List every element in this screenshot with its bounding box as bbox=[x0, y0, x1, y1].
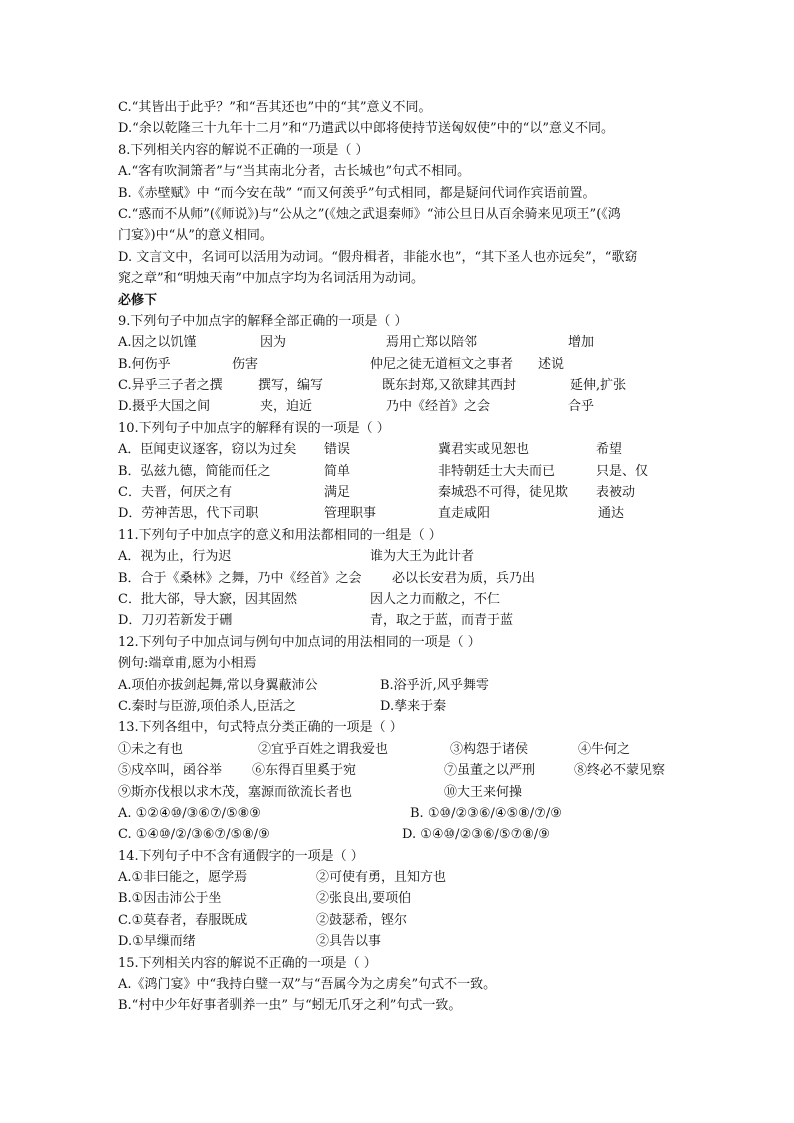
option-gloss: 夹，迫近 bbox=[260, 399, 313, 415]
line-text: A.《鸿门宴》中“我持白璧一双”与“吾属今为之虏矣”句式不一致。 bbox=[118, 977, 497, 993]
option-text: ②具告以事 bbox=[316, 934, 382, 950]
option-text: A.因之以饥馑 bbox=[118, 335, 197, 351]
option-text: ⑨斯亦伐根以求木茂，塞源而欲流长者也 bbox=[118, 784, 353, 800]
line-text: B.“村中少年好事者驯养一虫” 与“蚓无爪牙之利”句式一致。 bbox=[118, 998, 462, 1014]
line-text: 10.下列句子中加点字的解释有误的一项是（ ） bbox=[118, 420, 390, 436]
option-text: ⑥东得百里奚于宛 bbox=[252, 763, 357, 779]
option-gloss: 延伸,扩张 bbox=[570, 378, 627, 394]
line-text: D. 文言文中，名词可以活用为动词。“假舟楫者，非能水也”，“其下圣人也亦远矣”，“歌窈 bbox=[118, 249, 638, 265]
line-text: 窕之章”和“明烛天南”中加点字均为名词活用为动词。 bbox=[118, 271, 424, 287]
option-row bbox=[118, 760, 678, 781]
option-text: B.①因击沛公于坐 bbox=[118, 891, 222, 907]
option-row bbox=[118, 568, 678, 589]
option-row bbox=[118, 675, 678, 696]
option-row bbox=[118, 332, 678, 353]
option-text: ③构怨于诸侯 bbox=[450, 741, 529, 757]
text-line bbox=[118, 204, 678, 225]
text-line bbox=[118, 118, 678, 139]
line-text: B.《赤壁赋》中 “而今安在哉” “而又何羡乎”句式相同，都是疑问代词作宾语前置。 bbox=[118, 185, 596, 201]
option-text: C．批大郤，导大窾，因其固然 bbox=[118, 591, 297, 607]
option-text: 焉用亡郑以陪邻 bbox=[386, 335, 478, 351]
option-text: A. ①②④⑩/③⑥⑦/⑤⑧⑨ bbox=[118, 805, 261, 821]
question-11-stem bbox=[118, 525, 678, 546]
line-text: 9.下列句子中加点字的解释全部正确的一项是（ ） bbox=[118, 313, 408, 329]
option-text: 秦城恐不可得，徒见欺 bbox=[438, 485, 569, 501]
example-sentence bbox=[118, 653, 678, 674]
question-13-stem bbox=[118, 717, 678, 738]
option-gloss: 述说 bbox=[538, 356, 565, 372]
option-text: D. ①④⑩/②③⑥/⑤⑦⑧/⑨ bbox=[402, 827, 550, 843]
option-text: 青，取之于蓝，而青于蓝 bbox=[370, 613, 514, 629]
line-text: 11.下列句子中加点字的意义和用法都相同的一组是（ ） bbox=[118, 527, 442, 543]
line-text: 12.下列句子中加点词与例句中加点词的用法相同的一项是（ ） bbox=[118, 634, 481, 650]
option-gloss: 合乎 bbox=[568, 399, 595, 415]
section-title: 必修下 bbox=[118, 292, 158, 308]
option-text: ②鼓瑟希，铿尔 bbox=[316, 912, 408, 928]
option-row bbox=[118, 696, 678, 717]
option-text: B.浴乎沂,风乎舞雩 bbox=[380, 677, 489, 693]
text-line bbox=[118, 97, 678, 118]
line-text: A.“客有吹洞箫者”与“当其南北分者，古长城也”句式不相同。 bbox=[118, 164, 471, 180]
option-row bbox=[118, 503, 678, 524]
option-text: 谁为大王为此计者 bbox=[370, 549, 475, 565]
option-text: A．臣闻吏议逐客，窃以为过矣 bbox=[118, 442, 297, 458]
option-row bbox=[118, 931, 678, 952]
option-text: ⑧终必不蒙见察 bbox=[574, 763, 666, 779]
option-gloss: 只是、仅 bbox=[596, 463, 649, 479]
option-text: ②张良出,要项伯 bbox=[316, 891, 412, 907]
option-text: B．合于《桑林》之舞，乃中《经首》之会 bbox=[118, 570, 362, 586]
question-14-stem bbox=[118, 846, 678, 867]
option-gloss: 简单 bbox=[324, 463, 351, 479]
option-text: B．弘兹九德，简能而任之 bbox=[118, 463, 271, 479]
option-text: D.①早缫而绪 bbox=[118, 934, 196, 950]
option-row bbox=[118, 824, 678, 845]
option-row bbox=[118, 546, 678, 567]
option-row bbox=[118, 610, 678, 631]
option-text: B. ①⑩/②③⑥/④⑤⑧/⑦/⑨ bbox=[410, 805, 562, 821]
option-gloss: 满足 bbox=[324, 485, 351, 501]
option-row bbox=[118, 888, 678, 909]
question-9-stem bbox=[118, 311, 678, 332]
option-text: D．刀刃若新发于硎 bbox=[118, 613, 233, 629]
document-content bbox=[118, 97, 678, 1017]
question-8-stem bbox=[118, 140, 678, 161]
option-row bbox=[118, 867, 678, 888]
option-row bbox=[118, 461, 678, 482]
option-gloss: 错误 bbox=[324, 442, 351, 458]
text-line bbox=[118, 974, 678, 995]
option-gloss: 通达 bbox=[598, 506, 625, 522]
option-text: 乃中《经首》之会 bbox=[386, 399, 491, 415]
option-text: A.项伯亦拔剑起舞,常以身翼蔽沛公 bbox=[118, 677, 318, 693]
option-gloss: 管理职事 bbox=[324, 506, 377, 522]
option-gloss: 因为 bbox=[260, 335, 287, 351]
option-text: 冀君实或见恕也 bbox=[438, 442, 530, 458]
option-row bbox=[118, 375, 678, 396]
text-line bbox=[118, 225, 678, 246]
line-text: C.“其皆出于此乎？”和“吾其还也”中的“其”意义不同。 bbox=[118, 100, 432, 115]
option-text: C.①莫春者，春服既成 bbox=[118, 912, 248, 928]
text-line bbox=[118, 247, 678, 268]
option-gloss: 撰写，编写 bbox=[258, 378, 324, 394]
option-row bbox=[118, 482, 678, 503]
option-text: C．夫晋，何厌之有 bbox=[118, 485, 232, 501]
question-12-stem bbox=[118, 632, 678, 653]
line-text: 例句:端章甫,愿为小相焉 bbox=[118, 656, 257, 672]
option-row bbox=[118, 803, 678, 824]
option-gloss: 伤害 bbox=[232, 356, 259, 372]
option-row bbox=[118, 782, 678, 803]
option-text: D.孳来于秦 bbox=[380, 698, 447, 714]
line-text: 门宴》)中“从”的意义相同。 bbox=[118, 228, 273, 244]
option-text: 必以长安君为质，兵乃出 bbox=[392, 570, 536, 586]
option-text: ②可使有勇，且知方也 bbox=[316, 870, 447, 886]
option-text: D.摄乎大国之间 bbox=[118, 399, 211, 415]
option-text: 既东封郑,又欲肆其西封 bbox=[382, 378, 517, 394]
option-text: A.①非曰能之，愿学焉 bbox=[118, 870, 248, 886]
text-line bbox=[118, 268, 678, 289]
option-text: C.秦时与臣游,项伯杀人,臣活之 bbox=[118, 698, 296, 714]
line-text: C.“惑而不从师”(《师说》)与“公从之”(《烛之武退秦师》“沛公旦日从百余骑来见项王”(《鸿 bbox=[118, 206, 621, 222]
option-gloss: 表被动 bbox=[596, 485, 636, 501]
option-text: 非特朝廷士大夫而已 bbox=[438, 463, 556, 479]
section-heading bbox=[118, 290, 678, 311]
option-text: C.异乎三子者之撰 bbox=[118, 378, 223, 394]
option-gloss: 希望 bbox=[596, 442, 623, 458]
option-row bbox=[118, 739, 678, 760]
option-text: D．劳神苦思，代下司职 bbox=[118, 506, 259, 522]
option-text: ⑩大王来何操 bbox=[444, 784, 523, 800]
option-gloss: 增加 bbox=[568, 335, 595, 351]
option-text: ④牛何之 bbox=[578, 741, 631, 757]
option-text: ①未之有也 bbox=[118, 741, 184, 757]
line-text: 13.下列各组中，句式特点分类正确的一项是（ ） bbox=[118, 720, 403, 736]
option-text: 因人之力而敝之，不仁 bbox=[370, 591, 501, 607]
question-10-stem bbox=[118, 418, 678, 439]
text-line bbox=[118, 183, 678, 204]
line-text: 8.下列相关内容的解说不正确的一项是（ ） bbox=[118, 142, 369, 158]
option-text: ②宜乎百姓之谓我爱也 bbox=[258, 741, 389, 757]
option-row bbox=[118, 396, 678, 417]
line-text: 14.下列句子中不含有通假字的一项是（ ） bbox=[118, 848, 364, 864]
line-text: 15.下列相关内容的解说不正确的一项是（ ） bbox=[118, 955, 377, 971]
option-row bbox=[118, 354, 678, 375]
question-15-stem bbox=[118, 953, 678, 974]
option-row bbox=[118, 910, 678, 931]
option-text: 直走咸阳 bbox=[438, 506, 491, 522]
option-row bbox=[118, 439, 678, 460]
line-text: D.“余以乾隆三十九年十二月”和“乃遣武以中郎将使持节送匈奴使”中的“以”意义不同。 bbox=[118, 121, 614, 137]
option-text: ⑤戍卒叫，函谷举 bbox=[118, 763, 223, 779]
option-row bbox=[118, 589, 678, 610]
option-text: B.何伤乎 bbox=[118, 356, 171, 372]
text-line bbox=[118, 995, 678, 1016]
option-text: ⑦虽董之以严刑 bbox=[444, 763, 536, 779]
text-line bbox=[118, 161, 678, 182]
option-text: 仲尼之徒无道桓文之事者 bbox=[370, 356, 514, 372]
option-text: A．视为止，行为迟 bbox=[118, 549, 232, 565]
option-text: C. ①④⑩/②/③⑥⑦/⑤⑧/⑨ bbox=[118, 827, 270, 843]
